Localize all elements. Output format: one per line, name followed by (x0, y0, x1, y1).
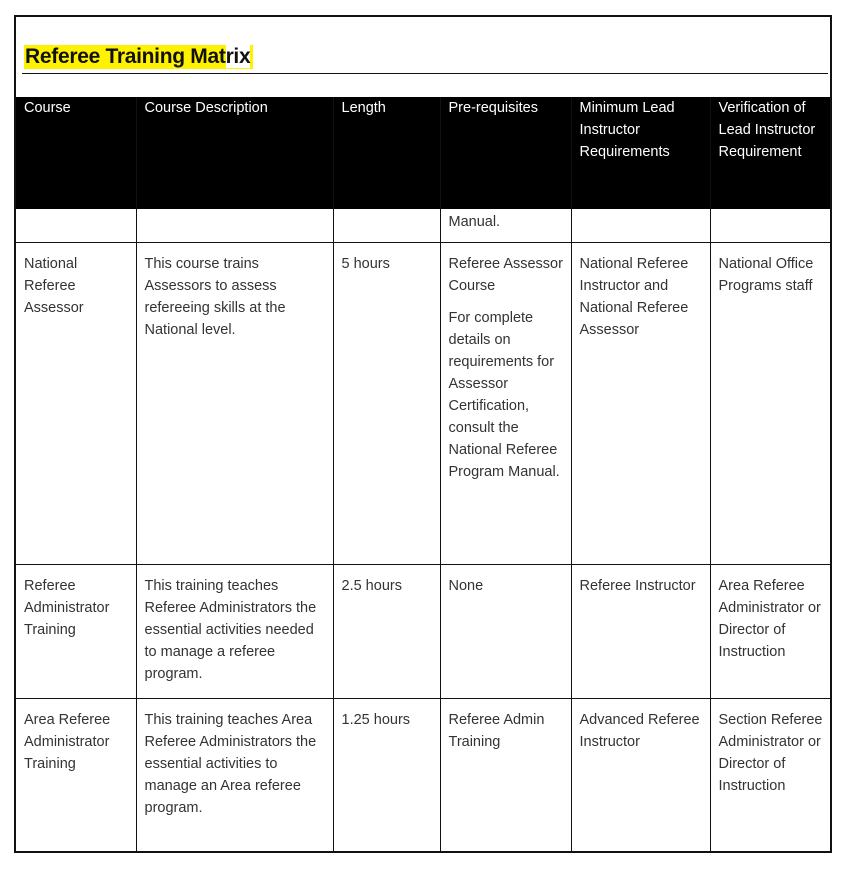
table-row (16, 698, 830, 852)
table-row (16, 209, 830, 242)
table-cell: National Referee Assessor (16, 242, 136, 564)
table-cell: 1.25 hours (333, 698, 440, 852)
table-cell: Referee Admin Training (440, 698, 571, 852)
title-rest-text: rix (225, 45, 251, 68)
table-cell: Section Referee Administrator or Director of Instruction (710, 698, 830, 852)
training-matrix-table (16, 97, 830, 852)
table-cell: Referee Instructor (571, 564, 710, 698)
table-cell: 5 hours (333, 242, 440, 564)
title-highlighted-text: Referee Training Mat (25, 45, 226, 68)
table-cell: Advanced Referee Instructor (571, 698, 710, 852)
table-cell (136, 209, 333, 242)
table-body (16, 209, 830, 852)
prereq-text: Referee Assessor Course (448, 255, 563, 294)
table-cell: This course trains Assessors to assess refereeing skills at the National level. (136, 242, 333, 564)
header-course: Course (16, 97, 136, 209)
table-cell: 2.5 hours (333, 564, 440, 698)
table-cell: Manual. (440, 209, 571, 242)
table-header (16, 97, 830, 209)
table-cell: This training teaches Referee Administrators the essential activities needed to manage a referee program. (136, 564, 333, 698)
table-cell (710, 209, 830, 242)
prereq-details: For complete details on requirements for Assessor Certification, consult the National Referee Program Manual. (448, 309, 560, 480)
header-row (16, 97, 830, 209)
table-cell: None (440, 564, 571, 698)
header-course-description: Course Description (136, 97, 333, 209)
table-cell: National Office Programs staff (710, 242, 830, 564)
header-min-lead-instructor: Minimum Lead Instructor Requirements (571, 97, 710, 209)
table-cell: Area Referee Administrator Training (16, 698, 136, 852)
table-cell: This training teaches Area Referee Administrators the essential activities to manage an Area referee program. (136, 698, 333, 852)
table-cell (333, 209, 440, 242)
document-title (24, 45, 253, 69)
table-row (16, 564, 830, 698)
table-cell: National Referee Instructor and National Referee Assessor (571, 242, 710, 564)
table-row (16, 242, 830, 564)
table-cell (440, 242, 571, 564)
header-verification: Verification of Lead Instructor Requirement (710, 97, 830, 209)
document-frame (14, 15, 832, 853)
header-prerequisites: Pre-requisites (440, 97, 571, 209)
table-cell (16, 209, 136, 242)
table-cell: Area Referee Administrator or Director of Instruction (710, 564, 830, 698)
table-cell (571, 209, 710, 242)
table-cell: Referee Administrator Training (16, 564, 136, 698)
title-bar (22, 43, 828, 74)
header-length: Length (333, 97, 440, 209)
